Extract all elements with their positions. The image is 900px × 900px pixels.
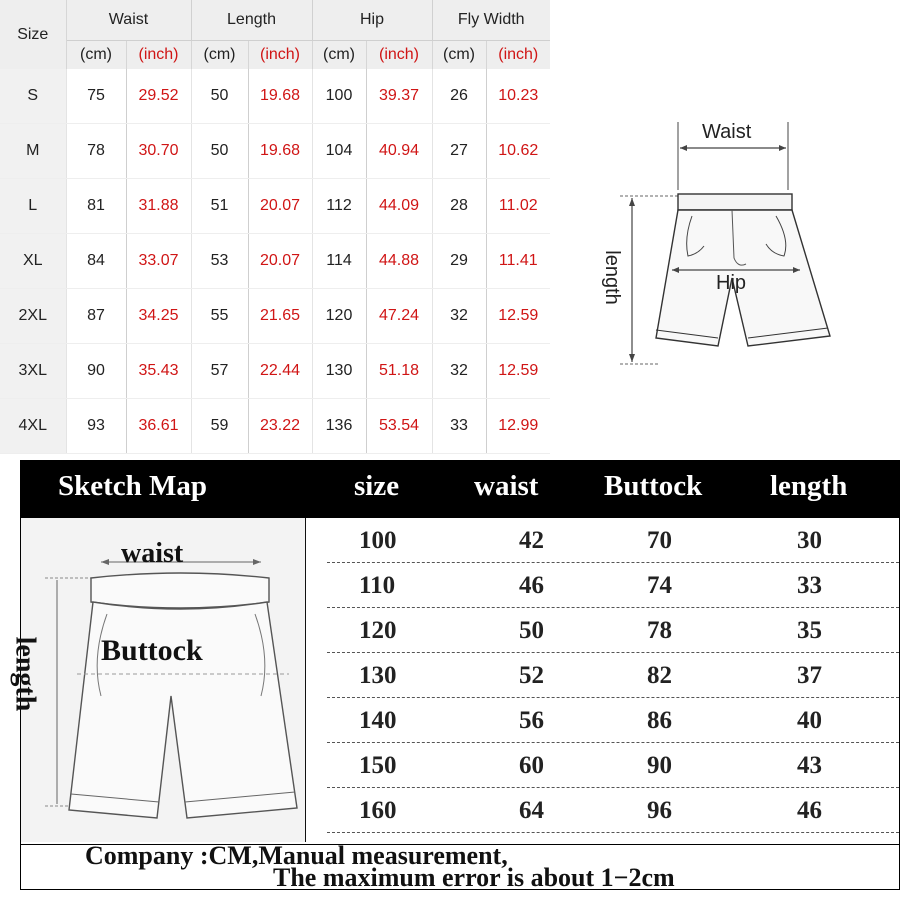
fly-width-cm-cell: 33 xyxy=(432,399,486,454)
size-column-header: Size xyxy=(0,0,66,69)
size-cell: L xyxy=(0,179,66,234)
waist-group-header: Waist xyxy=(66,0,191,41)
fly-width-cm-cell: 28 xyxy=(432,179,486,234)
length-inch-cell: 19.68 xyxy=(248,69,312,124)
kids-buttock-cell: 90 xyxy=(647,752,672,779)
length-inch-cell: 23.22 xyxy=(248,399,312,454)
waist-cm-cell: 87 xyxy=(66,289,126,344)
fly-width-inch-cell: 12.59 xyxy=(486,289,550,344)
adult-size-row xyxy=(0,124,550,179)
waist-inch-cell: 30.70 xyxy=(126,124,191,179)
unit-cm-label: (cm) xyxy=(432,41,486,70)
kids-length-cell: 43 xyxy=(797,752,822,779)
kids-buttock-cell: 96 xyxy=(647,797,672,824)
unit-cm-label: (cm) xyxy=(66,41,126,70)
measurement-note xyxy=(20,841,900,892)
kids-size-cell: 140 xyxy=(359,707,397,734)
kids-sketch-length-label: length xyxy=(9,636,41,712)
kids-waist-cell: 46 xyxy=(519,572,544,599)
fly-width-inch-cell: 12.99 xyxy=(486,399,550,454)
kids-waist-cell: 50 xyxy=(519,617,544,644)
kids-sketch-buttock-label: Buttock xyxy=(101,634,203,667)
hip-cm-cell: 114 xyxy=(312,234,366,289)
hip-cm-cell: 120 xyxy=(312,289,366,344)
unit-cm-label: (cm) xyxy=(191,41,248,70)
adult-sketch-hip-label: Hip xyxy=(716,272,747,294)
fly-width-cm-cell: 29 xyxy=(432,234,486,289)
adult-shorts-sketch xyxy=(600,108,850,376)
kids-sketch-panel xyxy=(9,518,306,842)
kids-size-header: size xyxy=(354,470,400,502)
waist-inch-cell: 29.52 xyxy=(126,69,191,124)
sketch-map-header: Sketch Map xyxy=(58,470,208,502)
waist-cm-cell: 75 xyxy=(66,69,126,124)
kids-length-header: length xyxy=(770,470,848,502)
size-cell: 2XL xyxy=(0,289,66,344)
waist-inch-cell: 35.43 xyxy=(126,344,191,399)
waist-cm-cell: 84 xyxy=(66,234,126,289)
unit-inch-label: (inch) xyxy=(248,41,312,70)
length-inch-cell: 20.07 xyxy=(248,234,312,289)
hip-inch-cell: 40.94 xyxy=(366,124,432,179)
kids-waist-cell: 52 xyxy=(519,662,544,689)
kids-length-cell: 33 xyxy=(797,572,822,599)
kids-buttock-cell: 86 xyxy=(647,707,672,734)
adult-size-row xyxy=(0,69,550,124)
kids-size-row xyxy=(327,563,899,608)
kids-size-cell: 130 xyxy=(359,662,397,689)
kids-length-cell: 30 xyxy=(797,527,822,554)
length-inch-cell: 22.44 xyxy=(248,344,312,399)
waist-inch-cell: 36.61 xyxy=(126,399,191,454)
hip-cm-cell: 112 xyxy=(312,179,366,234)
kids-waist-cell: 64 xyxy=(519,797,544,824)
waist-inch-cell: 31.88 xyxy=(126,179,191,234)
kids-buttock-header: Buttock xyxy=(604,470,703,502)
adult-size-row xyxy=(0,179,550,234)
kids-length-cell: 40 xyxy=(797,707,822,734)
length-cm-cell: 50 xyxy=(191,124,248,179)
waist-cm-cell: 81 xyxy=(66,179,126,234)
kids-size-cell: 150 xyxy=(359,752,397,779)
kids-buttock-cell: 74 xyxy=(647,572,672,599)
waist-cm-cell: 90 xyxy=(66,344,126,399)
length-cm-cell: 53 xyxy=(191,234,248,289)
length-group-header: Length xyxy=(191,0,312,41)
adult-shorts-drawing xyxy=(600,108,850,376)
length-cm-cell: 57 xyxy=(191,344,248,399)
adult-size-row xyxy=(0,344,550,399)
fly-width-cm-cell: 32 xyxy=(432,344,486,399)
adult-sketch-length-label: length xyxy=(600,250,623,305)
waist-inch-cell: 33.07 xyxy=(126,234,191,289)
kids-table-header xyxy=(20,460,900,518)
hip-group-header: Hip xyxy=(312,0,432,41)
kids-size-row xyxy=(327,698,899,743)
waist-cm-cell: 78 xyxy=(66,124,126,179)
hip-inch-cell: 44.09 xyxy=(366,179,432,234)
waist-cm-cell: 93 xyxy=(66,399,126,454)
adult-sketch-waist-label: Waist xyxy=(702,121,752,143)
fly-width-inch-cell: 12.59 xyxy=(486,344,550,399)
length-inch-cell: 19.68 xyxy=(248,124,312,179)
kids-size-row xyxy=(327,518,899,563)
kids-length-cell: 46 xyxy=(797,797,822,824)
fly-width-group-header: Fly Width xyxy=(432,0,550,41)
hip-inch-cell: 47.24 xyxy=(366,289,432,344)
kids-size-cell: 110 xyxy=(359,572,396,599)
adult-unit-header-row xyxy=(0,41,550,70)
hip-cm-cell: 136 xyxy=(312,399,366,454)
kids-size-table xyxy=(9,460,900,892)
size-cell: XL xyxy=(0,234,66,289)
size-cell: 3XL xyxy=(0,344,66,399)
kids-buttock-cell: 82 xyxy=(647,662,672,689)
note-line-1: Company :CM,Manual measurement, xyxy=(85,841,508,870)
kids-size-cell: 160 xyxy=(359,797,397,824)
kids-length-cell: 37 xyxy=(797,662,822,689)
unit-inch-label: (inch) xyxy=(486,41,550,70)
fly-width-cm-cell: 32 xyxy=(432,289,486,344)
length-cm-cell: 55 xyxy=(191,289,248,344)
hip-inch-cell: 39.37 xyxy=(366,69,432,124)
fly-width-inch-cell: 10.62 xyxy=(486,124,550,179)
kids-size-cell: 100 xyxy=(359,527,397,554)
hip-inch-cell: 53.54 xyxy=(366,399,432,454)
adult-size-row xyxy=(0,289,550,344)
length-inch-cell: 20.07 xyxy=(248,179,312,234)
kids-buttock-cell: 70 xyxy=(647,527,672,554)
adult-group-header-row xyxy=(0,0,550,41)
fly-width-inch-cell: 11.02 xyxy=(486,179,550,234)
adult-size-row xyxy=(0,234,550,289)
kids-buttock-cell: 78 xyxy=(647,617,672,644)
kids-size-row xyxy=(327,653,899,698)
adult-size-row xyxy=(0,399,550,454)
length-cm-cell: 59 xyxy=(191,399,248,454)
size-cell: S xyxy=(0,69,66,124)
kids-table-body xyxy=(9,518,900,856)
kids-waist-cell: 60 xyxy=(519,752,544,779)
waist-inch-cell: 34.25 xyxy=(126,289,191,344)
fly-width-cm-cell: 27 xyxy=(432,124,486,179)
kids-waist-header: waist xyxy=(474,470,539,502)
length-cm-cell: 51 xyxy=(191,179,248,234)
unit-inch-label: (inch) xyxy=(126,41,191,70)
kids-size-row xyxy=(327,608,899,653)
size-cell: M xyxy=(0,124,66,179)
kids-size-row xyxy=(327,788,899,833)
unit-inch-label: (inch) xyxy=(366,41,432,70)
hip-cm-cell: 104 xyxy=(312,124,366,179)
fly-width-inch-cell: 11.41 xyxy=(486,234,550,289)
hip-inch-cell: 44.88 xyxy=(366,234,432,289)
hip-inch-cell: 51.18 xyxy=(366,344,432,399)
unit-cm-label: (cm) xyxy=(312,41,366,70)
kids-waist-cell: 42 xyxy=(519,527,544,554)
kids-length-cell: 35 xyxy=(797,617,822,644)
kids-waist-cell: 56 xyxy=(519,707,544,734)
kids-size-row xyxy=(327,743,899,788)
fly-width-cm-cell: 26 xyxy=(432,69,486,124)
length-cm-cell: 50 xyxy=(191,69,248,124)
note-line-2: The maximum error is about 1−2cm xyxy=(273,863,675,892)
fly-width-inch-cell: 10.23 xyxy=(486,69,550,124)
kids-size-cell: 120 xyxy=(359,617,397,644)
adult-size-table xyxy=(0,0,550,454)
hip-cm-cell: 100 xyxy=(312,69,366,124)
hip-cm-cell: 130 xyxy=(312,344,366,399)
length-inch-cell: 21.65 xyxy=(248,289,312,344)
size-cell: 4XL xyxy=(0,399,66,454)
kids-sketch-waist-label: waist xyxy=(121,538,184,569)
